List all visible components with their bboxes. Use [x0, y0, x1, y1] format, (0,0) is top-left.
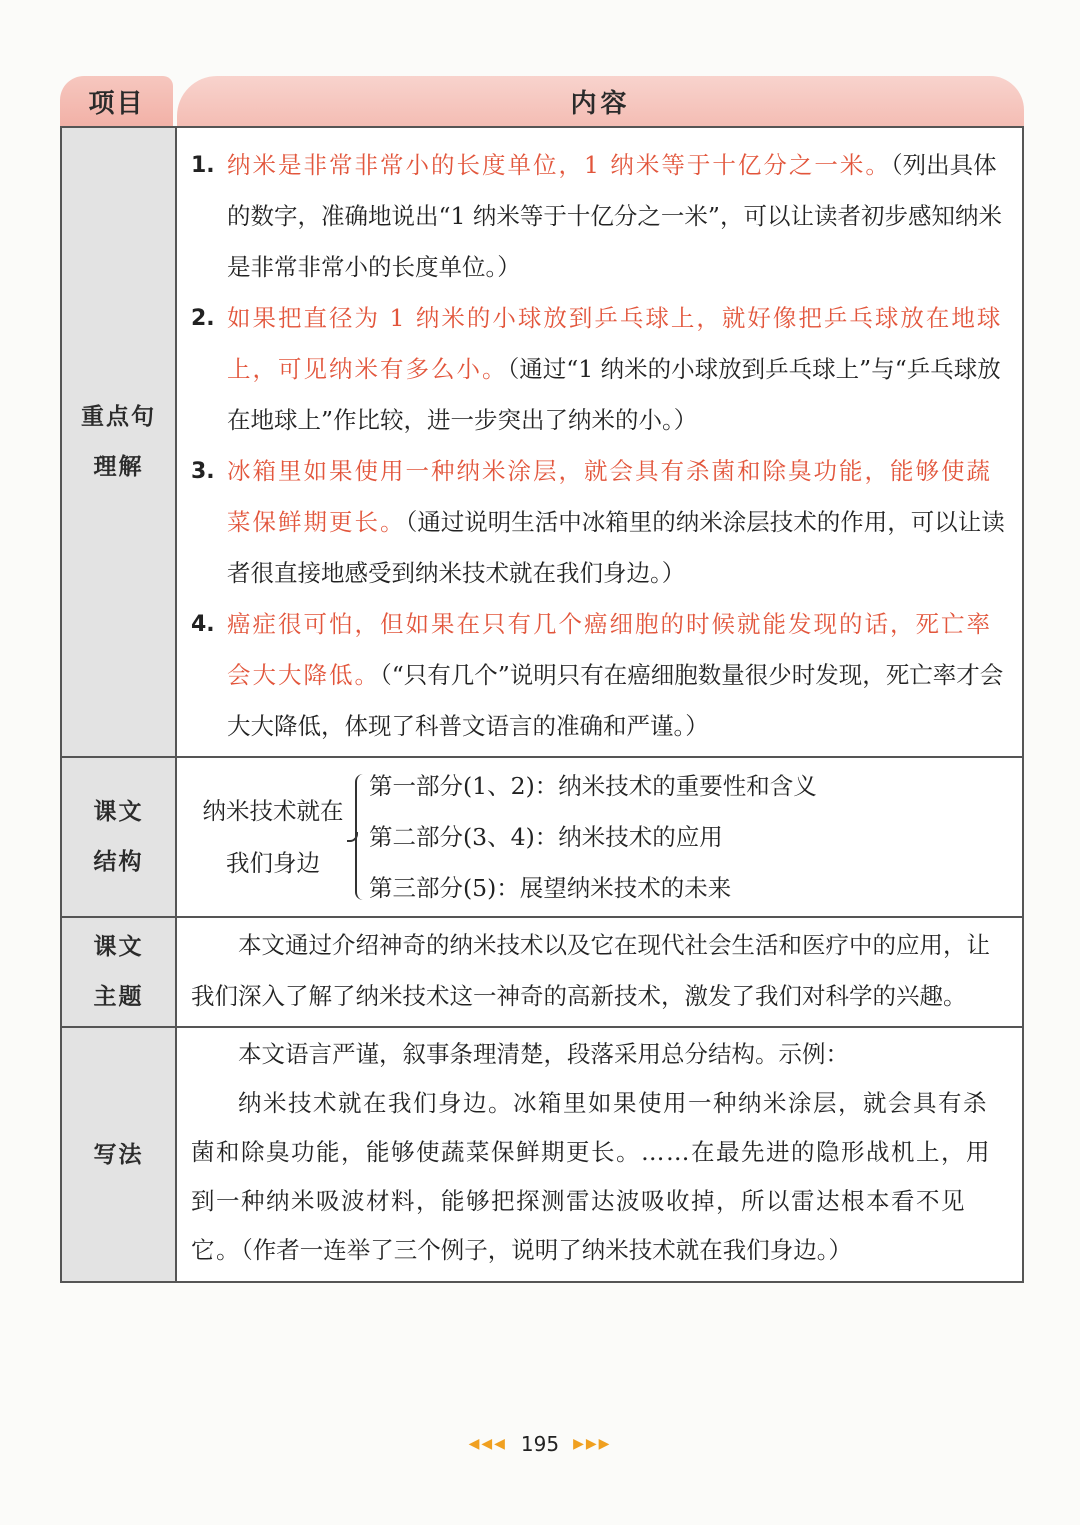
- theme-content: [177, 918, 1022, 1026]
- writing-example: 纳米技术就在我们身边。冰箱里如果使用一种纳米涂层，就会具有杀菌和除臭功能，能够使蔬菜保鲜期更长。……在最先进的隐形战机上，用到一种纳米吸波材料，能够把探测雷达波吸收掉，所以雷达根本看不见它。: [191, 1089, 991, 1264]
- label-line: 写法: [93, 1141, 144, 1168]
- label-line: 重点句: [81, 404, 156, 430]
- item-number: 3.: [191, 459, 215, 484]
- page-number: 195: [520, 1432, 560, 1456]
- label-line: 结构: [93, 849, 144, 875]
- next-arrows-icon: ▶▶▶: [573, 1436, 612, 1452]
- item-number: 4.: [191, 612, 215, 637]
- row-label-theme: [62, 918, 177, 1026]
- header-content: 内容: [177, 76, 1024, 126]
- item-number: 1.: [191, 153, 215, 178]
- note-text: （通过说明生活中冰箱里的纳米涂层技术的作用，可以让读者很直接地感受到纳米技术就在我们身边。）: [227, 508, 1005, 587]
- label-line: 课文: [93, 799, 144, 825]
- row-key-sentences: [62, 128, 1022, 756]
- writing-content: [177, 1028, 1022, 1281]
- content-table: [60, 72, 1024, 1283]
- title-line: 纳米技术就在: [202, 797, 344, 825]
- table-header: [60, 72, 1024, 126]
- list-item: [191, 446, 1008, 599]
- structure-content: [177, 758, 1022, 916]
- structure-part: 第一部分(1、2)：纳米技术的重要性和含义: [369, 771, 817, 800]
- row-label-writing: [62, 1028, 177, 1281]
- note-text: （通过“1 纳米的小球放到乒乓球上”与“乒乓球放在地球上”作比较，进一步突出了纳米的小。）: [227, 355, 1001, 434]
- row-label-structure: [62, 758, 177, 916]
- list-item: [191, 293, 1008, 446]
- structure-diagram: [191, 762, 1008, 912]
- row-structure: [62, 756, 1022, 916]
- theme-text: 本文通过介绍神奇的纳米技术以及它在现代社会生活和医疗中的应用，让我们深入了解了纳米技术这一神奇的高新技术，激发了我们对科学的兴趣。: [191, 931, 990, 1010]
- item-number: 2.: [191, 306, 215, 331]
- label-line: 理解: [93, 454, 144, 480]
- writing-intro: 本文语言严谨，叙事条理清楚，段落采用总分结构。示例：: [238, 1040, 849, 1068]
- label-line: 主题: [93, 984, 144, 1010]
- header-project: 项目: [60, 76, 173, 126]
- title-line: 我们身边: [226, 849, 320, 877]
- key-sentences-content: [177, 128, 1022, 756]
- note-text: （列出具体的数字，准确地说出“1 纳米等于十亿分之一米”，可以让读者初步感知纳米是非常非常小的长度单位。）: [227, 151, 1002, 281]
- structure-part: 第二部分(3、4)：纳米技术的应用: [369, 822, 723, 851]
- brace-icon: [355, 774, 367, 900]
- quote-text: 冰箱里如果使用一种纳米涂层，就会具有杀菌和除臭功能，能够使蔬菜保鲜期更长。: [227, 457, 992, 536]
- list-item: [191, 599, 1008, 752]
- prev-arrows-icon: ◀◀◀: [468, 1436, 507, 1452]
- row-writing: [62, 1026, 1022, 1281]
- note-text: （“只有几个”说明只有在癌细胞数量很少时发现，死亡率才会大大降低，体现了科普文语言的准确和严谨。）: [227, 661, 1004, 740]
- quote-text: 纳米是非常非常小的长度单位，1 纳米等于十亿分之一米。: [227, 151, 891, 179]
- row-theme: [62, 916, 1022, 1026]
- structure-title: [191, 785, 355, 889]
- row-label-key-sentences: [62, 128, 177, 756]
- structure-parts: [369, 761, 817, 914]
- list-item: [191, 140, 1008, 293]
- structure-part: 第三部分(5)：展望纳米技术的未来: [369, 873, 732, 902]
- quote-text: 癌症很可怕，但如果在只有几个癌细胞的时候就能发现的话，死亡率会大大降低。: [227, 610, 992, 689]
- page-footer: [0, 1432, 1080, 1456]
- writing-note: （作者一连举了三个例子，说明了纳米技术就在我们身边。）: [241, 1236, 852, 1264]
- label-line: 课文: [93, 934, 144, 960]
- table-body: [60, 126, 1024, 1283]
- quote-text: 如果把直径为 1 纳米的小球放到乒乓球上，就好像把乒乓球放在地球上，可见纳米有多么小。: [227, 304, 1003, 383]
